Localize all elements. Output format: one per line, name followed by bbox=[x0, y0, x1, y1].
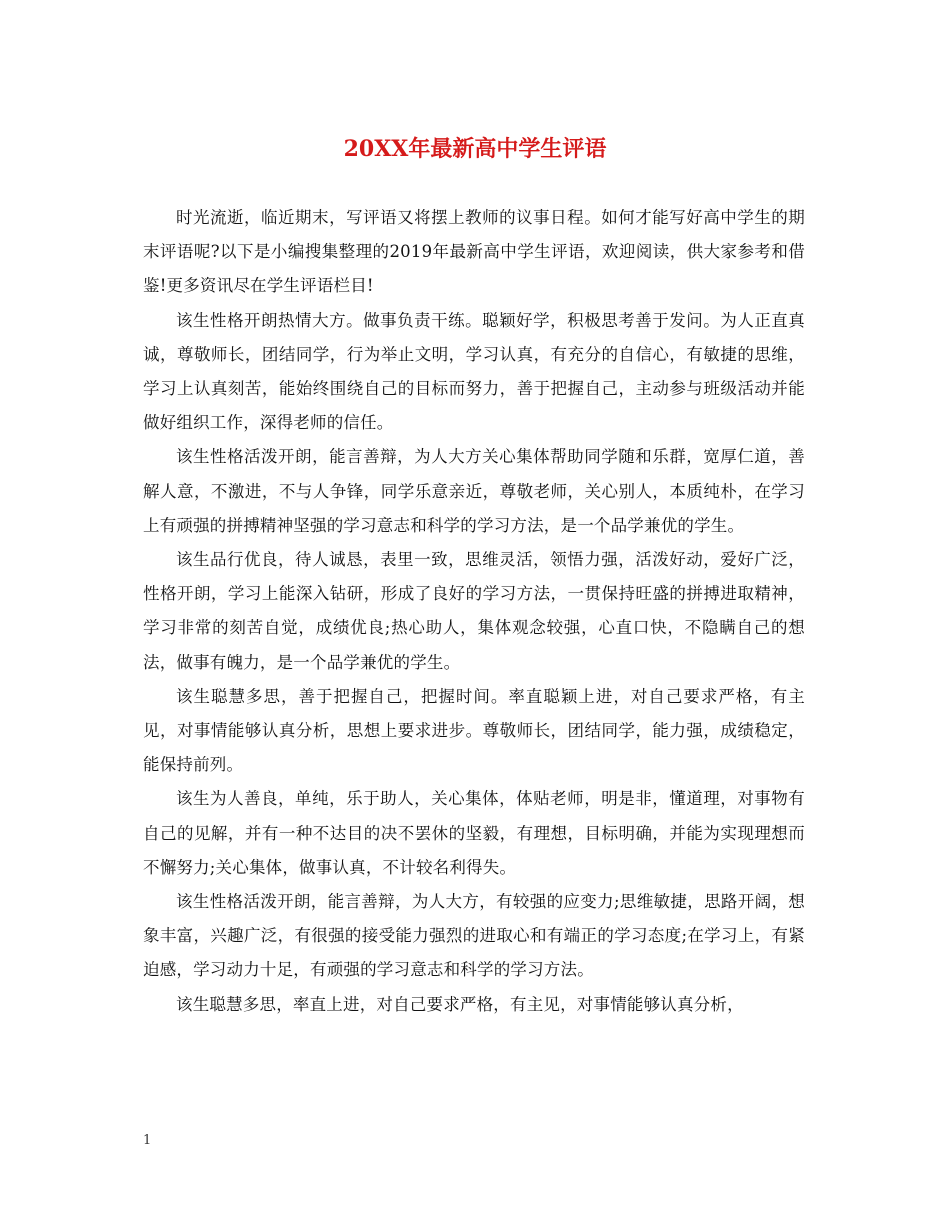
paragraph-comment-2: 该生性格活泼开朗，能言善辩，为人大方关心集体帮助同学随和乐群，宽厚仁道，善解人意，不激进，不与人争锋，同学乐意亲近，尊敬老师，关心别人，本质纯朴，在学习上有顽强的拼搏精神坚强的学习意志和科学的学习方法，是一个品学兼优的学生。 bbox=[143, 447, 805, 535]
paragraph-comment-1: 该生性格开朗热情大方。做事负责干练。聪颖好学，积极思考善于发问。为人正直真诚，尊敬师长，团结同学，行为举止文明，学习认真，有充分的自信心，有敏捷的思维，学习上认真刻苦，能始终围绕自己的目标而努力，善于把握自己，主动参与班级活动并能做好组织工作，深得老师的信任。 bbox=[143, 310, 805, 433]
paragraph-comment-6: 该生性格活泼开朗，能言善辩，为人大方，有较强的应变力;思维敏捷，思路开阔，想象丰富，兴趣广泛，有很强的接受能力强烈的进取心和有端正的学习态度;在学习上，有紧迫感，学习动力十足，有顽强的学习意志和科学的学习方法。 bbox=[143, 892, 805, 980]
page-number: 1 bbox=[143, 1133, 152, 1148]
document-title: 20XX年最新高中学生评语 bbox=[343, 136, 607, 162]
paragraph-comment-4: 该生聪慧多思，善于把握自己，把握时间。率直聪颖上进，对自己要求严格，有主见，对事情能够认真分析，思想上要求进步。尊敬师长，团结同学，能力强，成绩稳定，能保持前列。 bbox=[143, 686, 805, 775]
paragraph-comment-7: 该生聪慧多思，率直上进，对自己要求严格，有主见，对事情能够认真分析， bbox=[176, 994, 744, 1014]
paragraph-comment-5: 该生为人善良，单纯，乐于助人，关心集体，体贴老师，明是非，懂道理，对事物有自己的见解，并有一种不达目的决不罢休的坚毅，有理想，目标明确，并能为实现理想而不懈努力;关心集体，做事认真，不计较名利得失。 bbox=[143, 789, 805, 877]
document-body bbox=[143, 201, 805, 1022]
paragraph-comment-3: 该生品行优良，待人诚恳，表里一致，思维灵活，领悟力强，活泼好动，爱好广泛，性格开朗，学习上能深入钻研，形成了良好的学习方法，一贯保持旺盛的拼搏进取精神，学习非常的刻苦自觉，成绩优良;热心助人，集体观念较强，心直口快，不隐瞒自己的想法，做事有魄力，是一个品学兼优的学生。 bbox=[143, 550, 805, 672]
paragraph-intro: 时光流逝，临近期末，写评语又将摆上教师的议事日程。如何才能写好高中学生的期末评语呢?以下是小编搜集整理的2019年最新高中学生评语，欢迎阅读，供大家参考和借鉴!更多资讯尽在学生评语栏目! bbox=[143, 208, 805, 296]
